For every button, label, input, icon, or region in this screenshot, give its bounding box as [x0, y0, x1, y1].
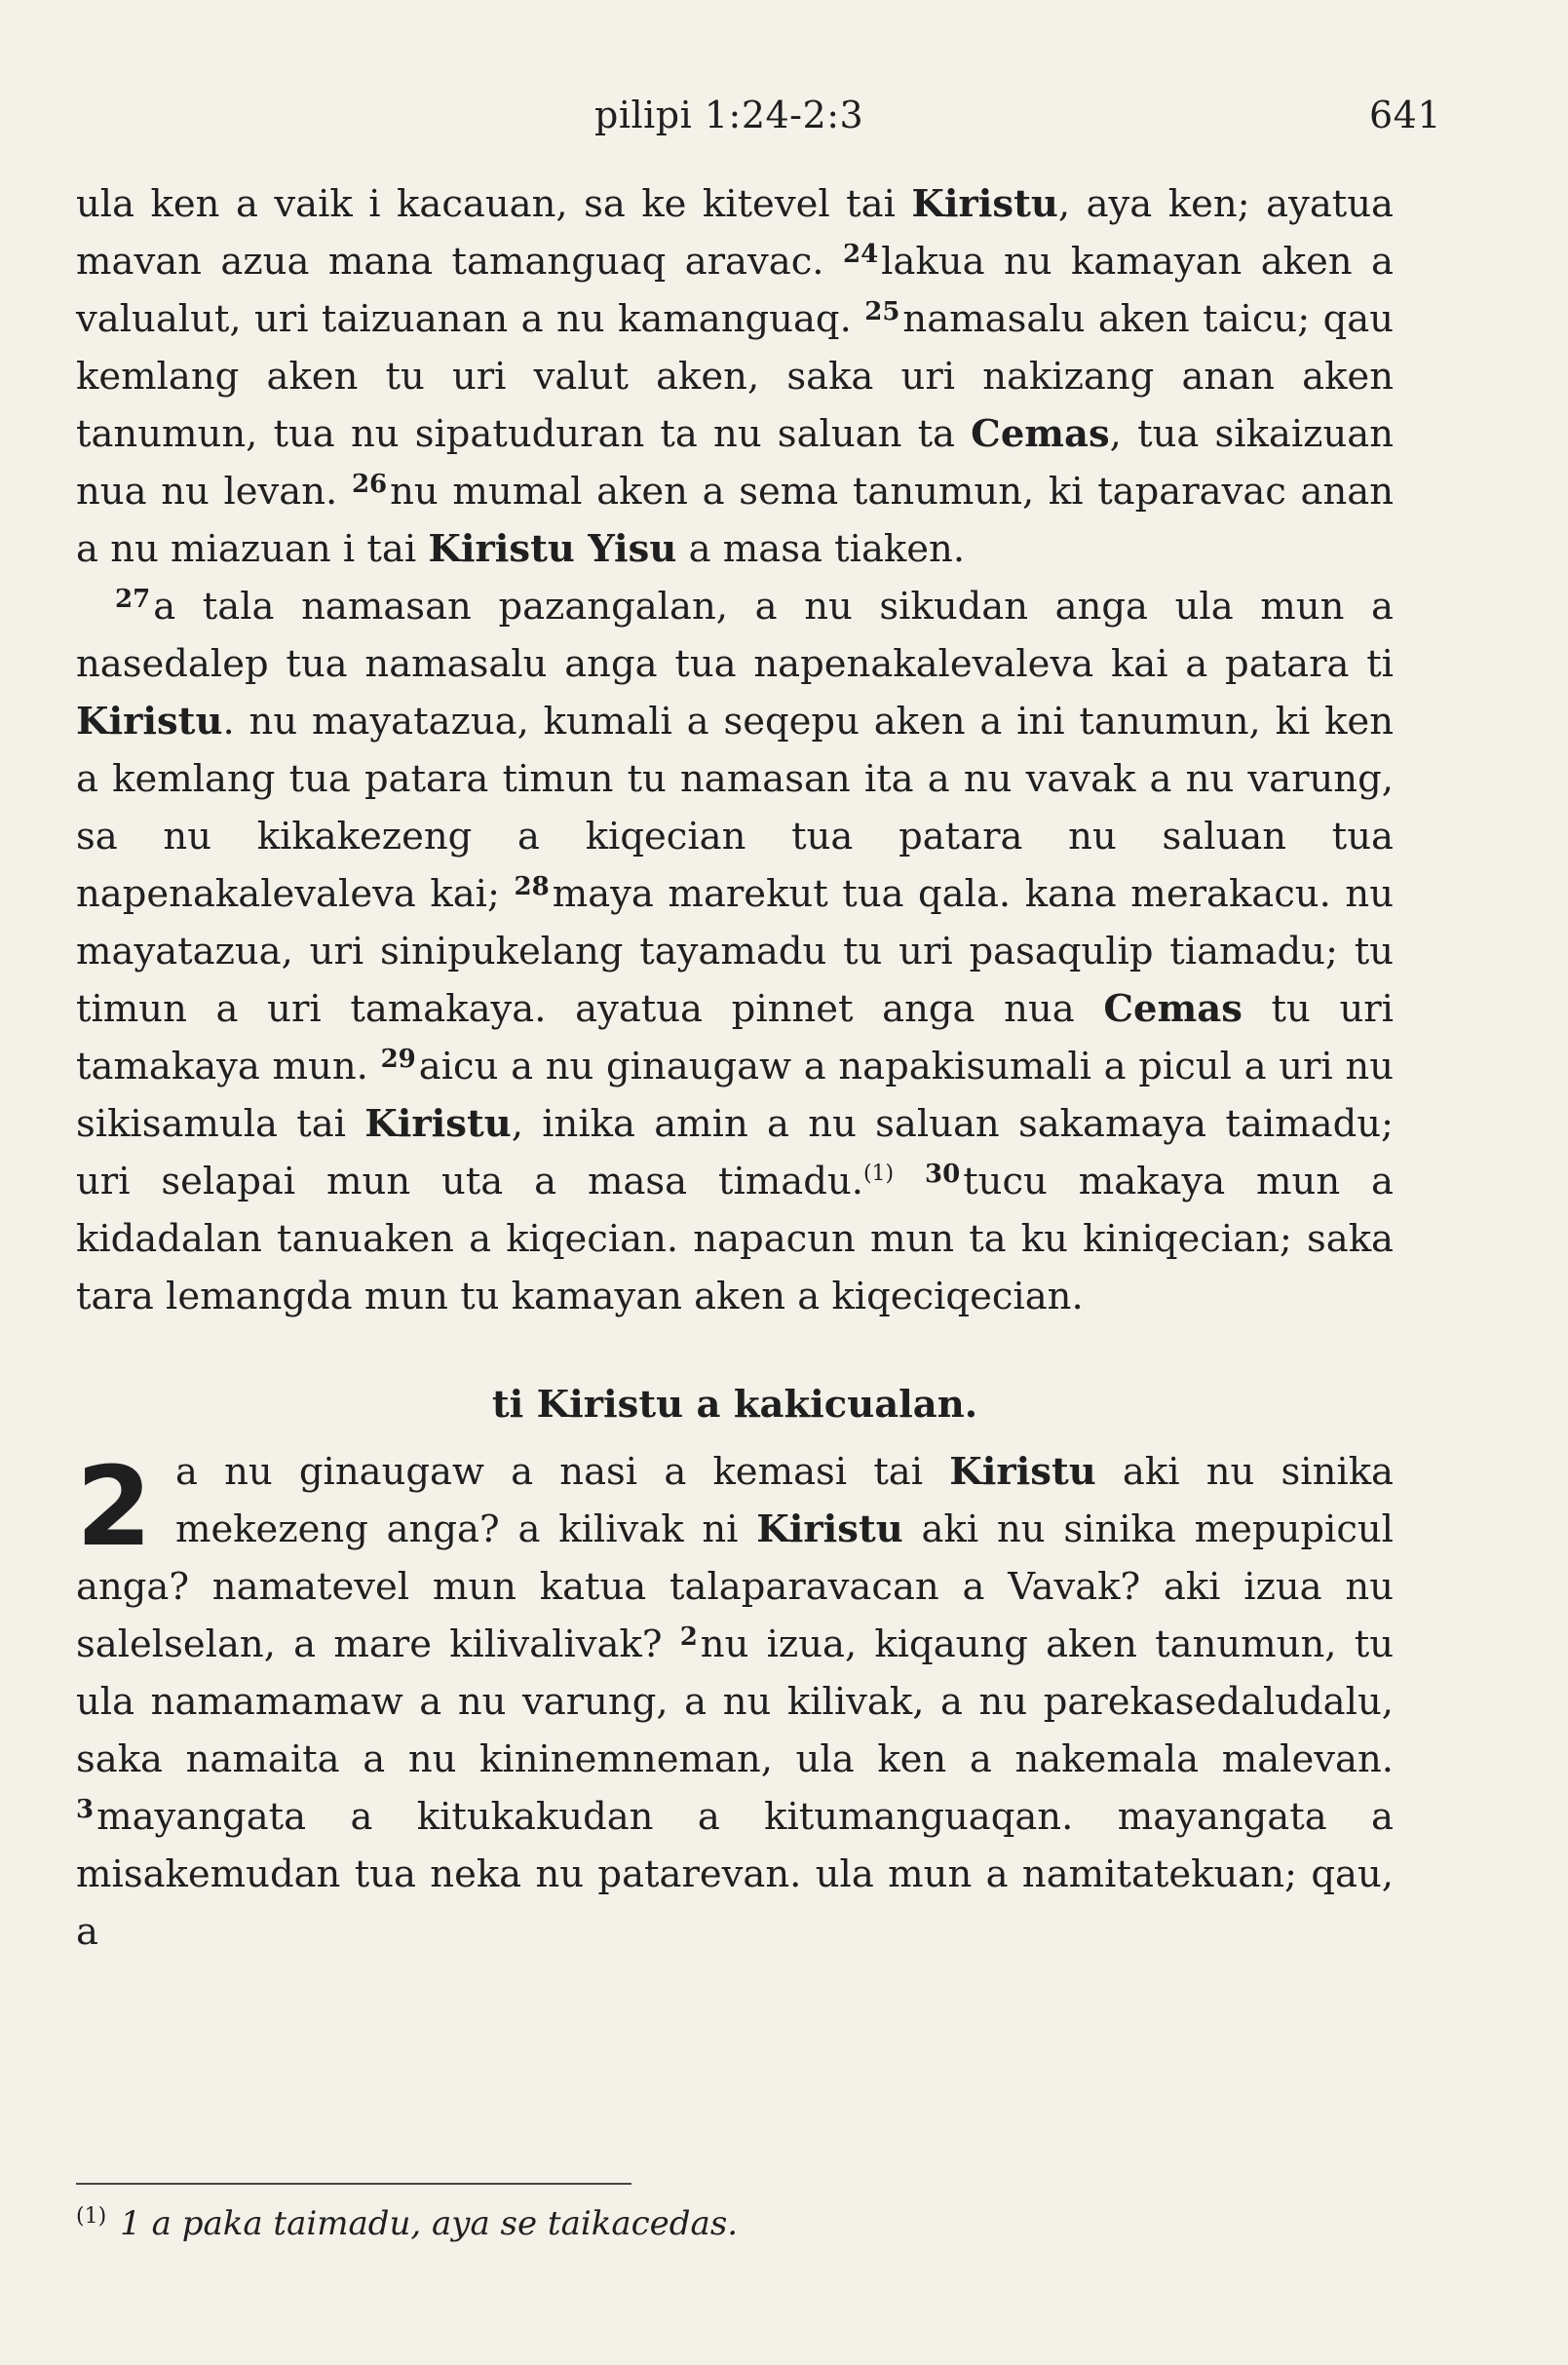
verse-number: 24 [842, 240, 879, 269]
verse-text: , inika amin a nu saluan sakamaya taimadu; uri selapai mun uta a masa timadu. [76, 1102, 1395, 1203]
paragraph [76, 175, 1394, 578]
verse-number: 26 [351, 470, 388, 499]
footnote-divider [76, 2183, 631, 2185]
chapter-reference: pilipi 1:24-2:3 [594, 94, 864, 136]
verse-text: a tala namasan pazangalan, a nu sikudan anga ula mun a nasedalep tua namasalu anga tua napenakalevaleva kai a patara ti [76, 585, 1394, 686]
name-bold: Cemas [971, 412, 1110, 456]
verse-text: maya marekut tua qala. kana merakacu. nu mayatazua, uri sinipukelang tayamadu tu uri pasaqulip tiamadu; tu timun a uri tamakaya. ayatua pinnet anga nua [76, 872, 1394, 1031]
verse-text: mayangata a kitukakudan a kitumanguaqan. mayangata a misakemudan tua neka nu patarevan. ula mun a namitatekuan; qau, a [76, 1795, 1394, 1954]
verse-text: aicu a nu ginaugaw a napakisumali a picul a uri nu sikisamula tai [76, 1045, 1394, 1146]
name-bold: Kiristu [911, 182, 1058, 226]
paragraph [76, 578, 1394, 1325]
chapter-number: 2 [76, 1444, 152, 1571]
verse-text: aki nu sinika mekezeng anga? a kilivak ni [174, 1450, 1394, 1551]
verse-number: 28 [514, 872, 550, 901]
verse-number: 25 [864, 297, 900, 326]
footnote-reference[interactable]: (1) [862, 1162, 895, 1186]
verse-number: 27 [115, 585, 151, 614]
footnote-mark: (1) [76, 2204, 107, 2229]
name-bold: Kiristu [949, 1450, 1096, 1494]
verse-text: lakua nu kamayan aken a valualut, uri taizuanan a nu kamanguaq. [76, 240, 1394, 341]
verse-text: tucu makaya mun a kidadalan tanuaken a kiqecian. napacun mun ta ku kiniqecian; saka tara lemangda mun tu kamayan aken a kiqeciqecian. [76, 1160, 1394, 1318]
running-header [0, 94, 1568, 142]
verse-text: nu mumal aken a sema tanumun, ki taparavac anan a nu miazuan i tai [76, 470, 1395, 571]
verse-text: tu uri tamakaya mun. [76, 987, 1394, 1088]
verse-number: 30 [925, 1160, 961, 1189]
verse-text: ula ken a vaik i kacauan, sa ke kitevel tai [76, 182, 912, 226]
paragraph [76, 1443, 1394, 1961]
name-bold: Cemas [1103, 987, 1243, 1031]
verse-text: , tua sikaizuan nua nu levan. [76, 412, 1394, 514]
verse-text: a nu ginaugaw a nasi a kemasi tai [174, 1450, 950, 1494]
verse-number: 2 [679, 1622, 698, 1652]
section-heading: ti Kiristu a kakicualan. [491, 1383, 978, 1427]
footnote [76, 2194, 1394, 2246]
verse-text: , aya ken; ayatua mavan azua mana tamanguaq aravac. [76, 182, 1394, 284]
name-bold: Kiristu [76, 700, 223, 744]
verse-text: a masa tiaken. [676, 527, 966, 571]
name-bold: Kiristu [756, 1507, 903, 1551]
text-body [76, 175, 1394, 1961]
verse-text: aki nu sinika mepupicul anga? namatevel mun katua talaparavacan a Vavak? aki izua nu salelselan, a mare kilivalivak? [76, 1507, 1394, 1666]
name-bold: Kiristu [364, 1102, 512, 1146]
footnote-text: 1 a paka taimadu, aya se taikacedas. [120, 2204, 739, 2243]
verse-number: 29 [380, 1045, 416, 1074]
verse-number: 3 [76, 1795, 95, 1824]
verse-text: namasalu aken taicu; qau kemlang aken tu uri valut aken, saka uri nakizang anan aken tanumun, tua nu sipatuduran ta nu saluan ta [76, 297, 1394, 456]
name-bold: Kiristu Yisu [428, 527, 677, 571]
verse-text: nu izua, kiqaung aken tanumun, tu ula namamamaw a nu varung, a nu kilivak, a nu parekasedaludalu, saka namaita a nu kininemneman, ula ken a nakemala malevan. [76, 1622, 1395, 1781]
verse-text: . nu mayatazua, kumali a seqepu aken a ini tanumun, ki ken a kemlang tua patara timun tu namasan ita a nu vavak a nu varung, sa nu kikakezeng a kiqecian tua patara nu saluan tua napenakalevaleva kai; [76, 700, 1394, 916]
page-number: 641 [1368, 94, 1441, 136]
